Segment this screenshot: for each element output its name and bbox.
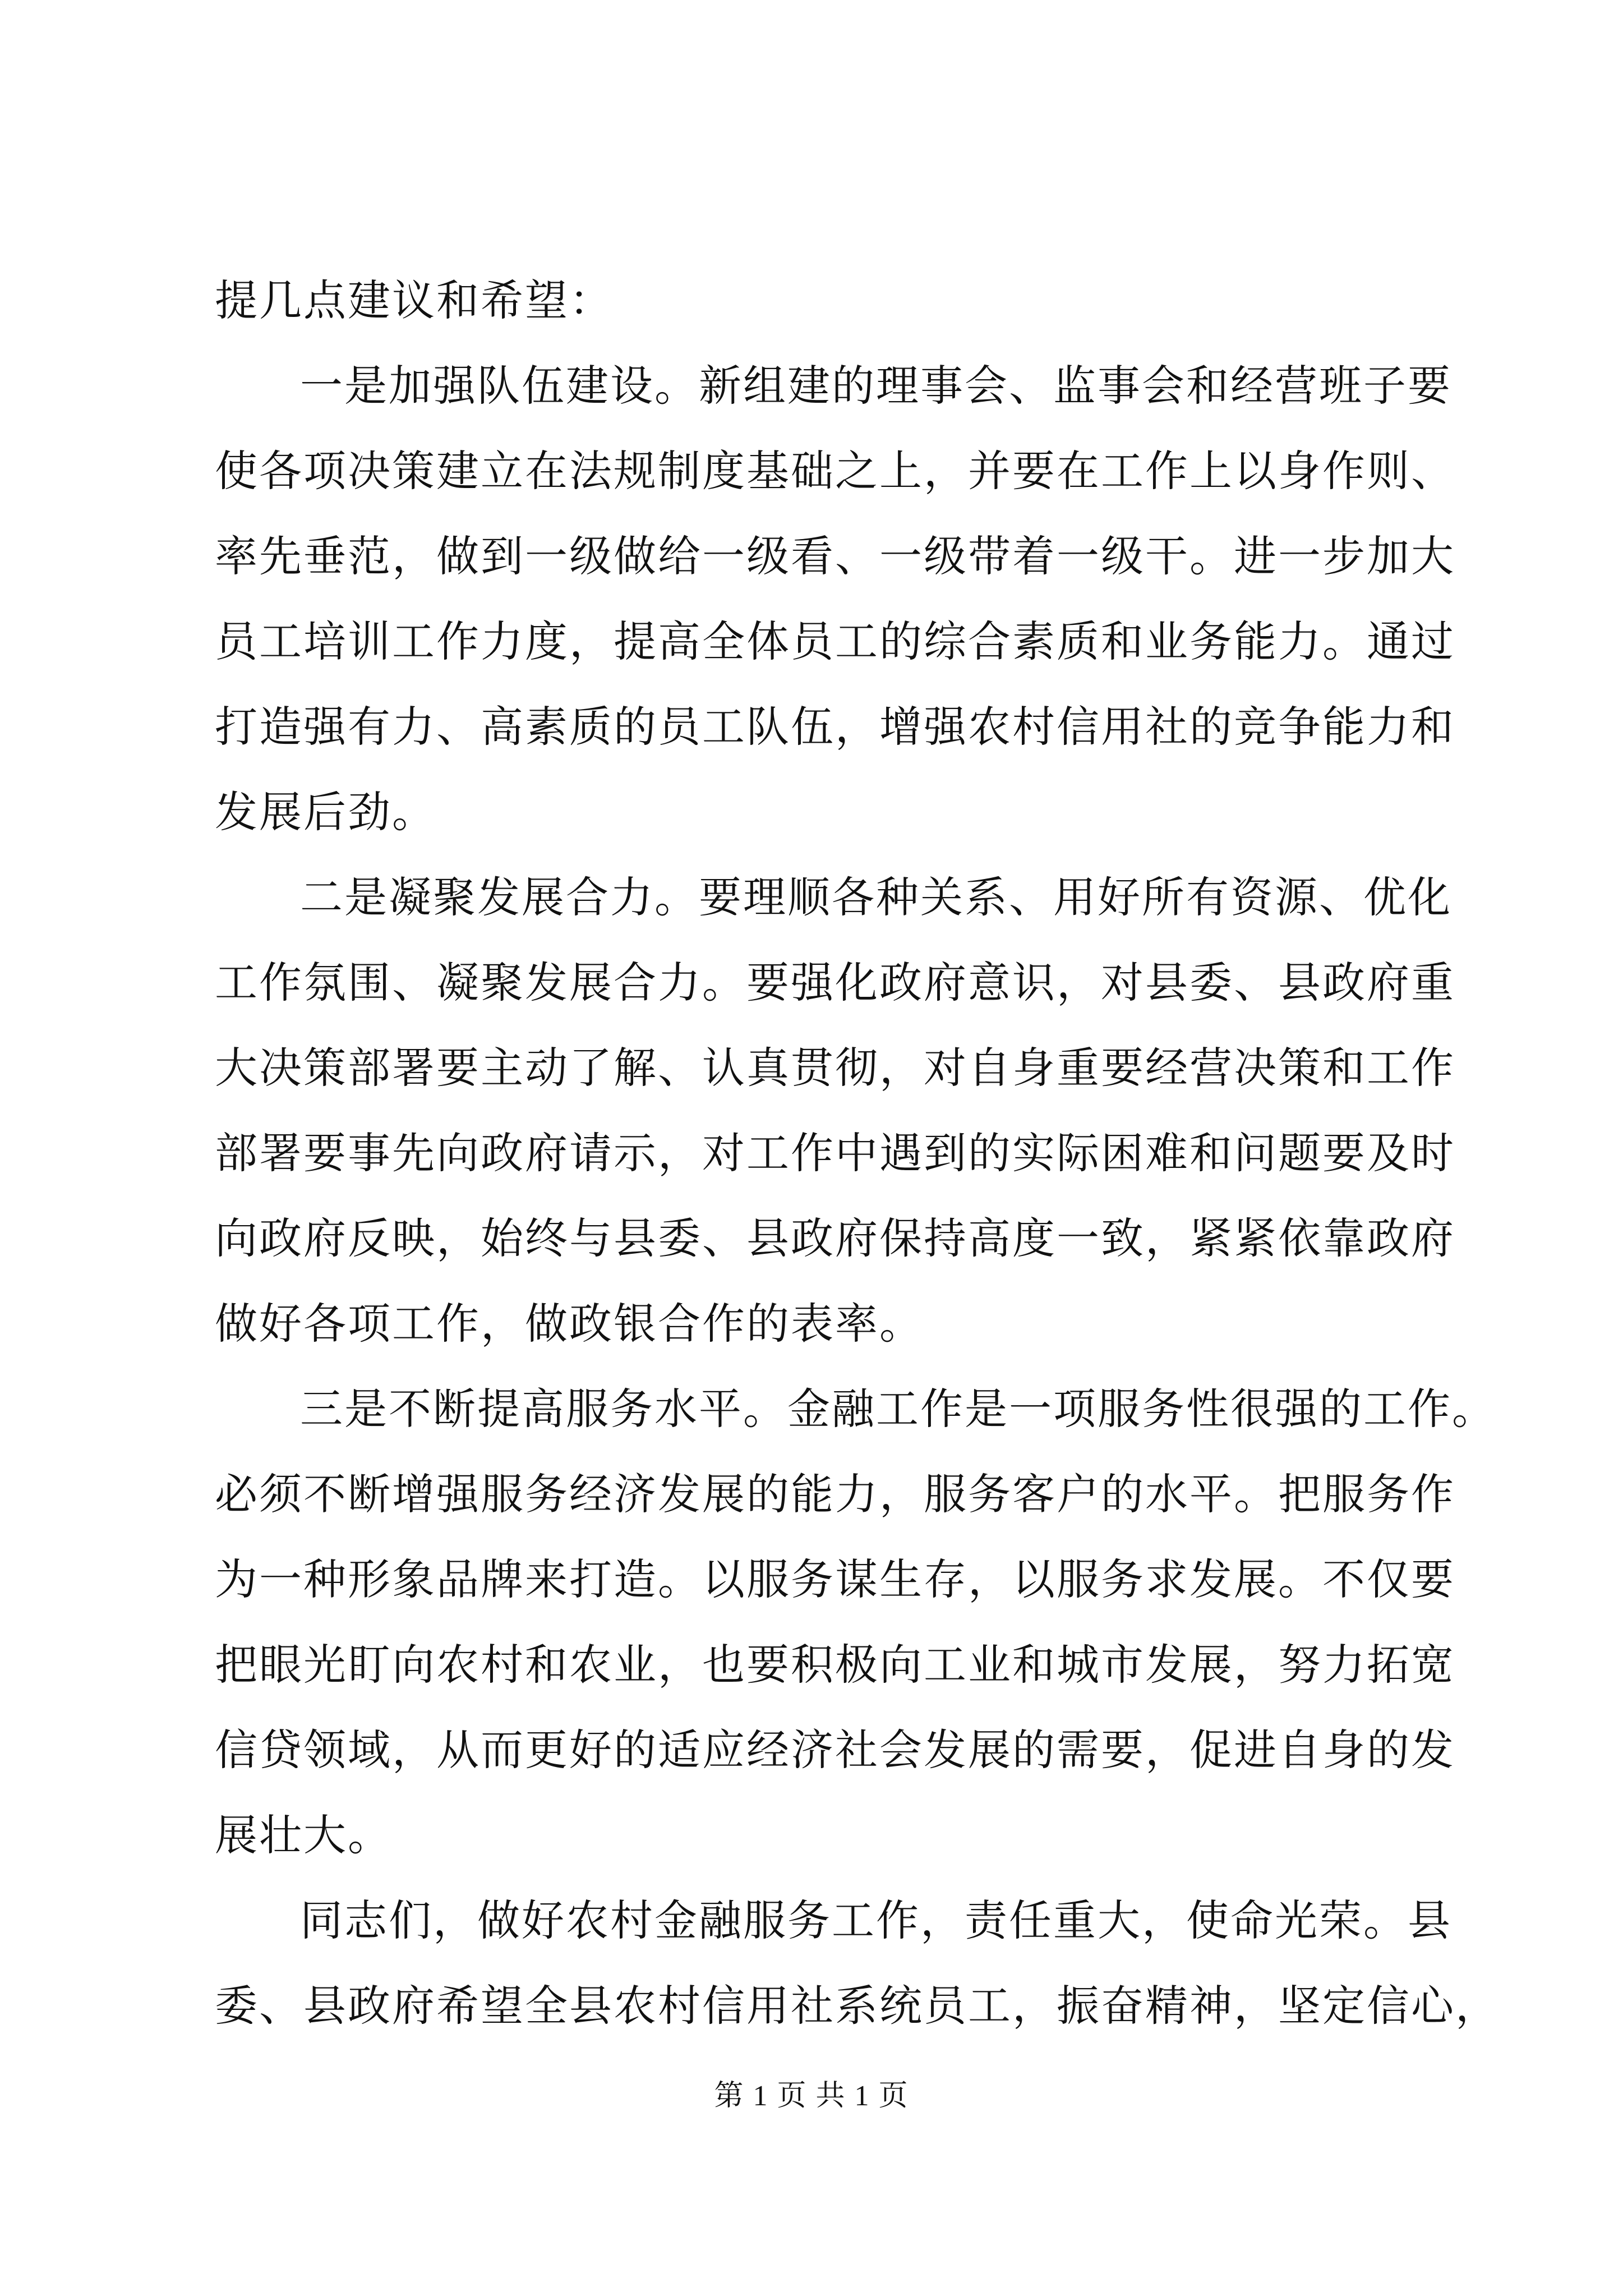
text-line: 大决策部署要主动了解、认真贯彻，对自身重要经营决策和工作 [215,1043,1455,1093]
text-line: 一是加强队伍建设。新组建的理事会、监事会和经营班子要 [300,361,1452,411]
text-line: 员工培训工作力度，提高全体员工的综合素质和业务能力。通过 [215,616,1455,666]
text-line: 做好各项工作，做政银合作的表率。 [215,1299,924,1349]
text-line: 使各项决策建立在法规制度基础之上，并要在工作上以身作则、 [215,446,1455,496]
text-line: 必须不断增强服务经济发展的能力，服务客户的水平。把服务作 [215,1469,1455,1519]
text-line: 为一种形象品牌来打造。以服务谋生存，以服务求发展。不仅要 [215,1554,1455,1604]
text-line: 信贷领域，从而更好的适应经济社会发展的需要，促进自身的发 [215,1725,1455,1775]
text-line: 展壮大。 [215,1810,392,1860]
page-number-footer: 第 1 页 共 1 页 [714,2080,909,2112]
text-line: 同志们，做好农村金融服务工作，责任重大，使命光荣。县 [300,1895,1452,1945]
text-line: 提几点建议和希望： [215,275,614,325]
text-line: 工作氛围、凝聚发展合力。要强化政府意识，对县委、县政府重 [215,958,1455,1007]
text-line: 三是不断提高服务水平。金融工作是一项服务性很强的工作。 [300,1384,1496,1434]
text-line: 部署要事先向政府请示，对工作中遇到的实际困难和问题要及时 [215,1128,1455,1178]
text-line: 委、县政府希望全县农村信用社系统员工，振奋精神，坚定信心， [215,1981,1500,2031]
text-line: 二是凝聚发展合力。要理顺各种关系、用好所有资源、优化 [300,872,1452,922]
text-line: 把眼光盯向农村和农业，也要积极向工业和城市发展，努力拓宽 [215,1640,1455,1690]
document-body [215,258,1500,2049]
text-line: 率先垂范，做到一级做给一级看、一级带着一级干。进一步加大 [215,531,1455,581]
text-line: 发展后劲。 [215,787,436,837]
text-line: 打造强有力、高素质的员工队伍，增强农村信用社的竞争能力和 [215,702,1455,752]
text-line: 向政府反映，始终与县委、县政府保持高度一致，紧紧依靠政府 [215,1213,1455,1263]
